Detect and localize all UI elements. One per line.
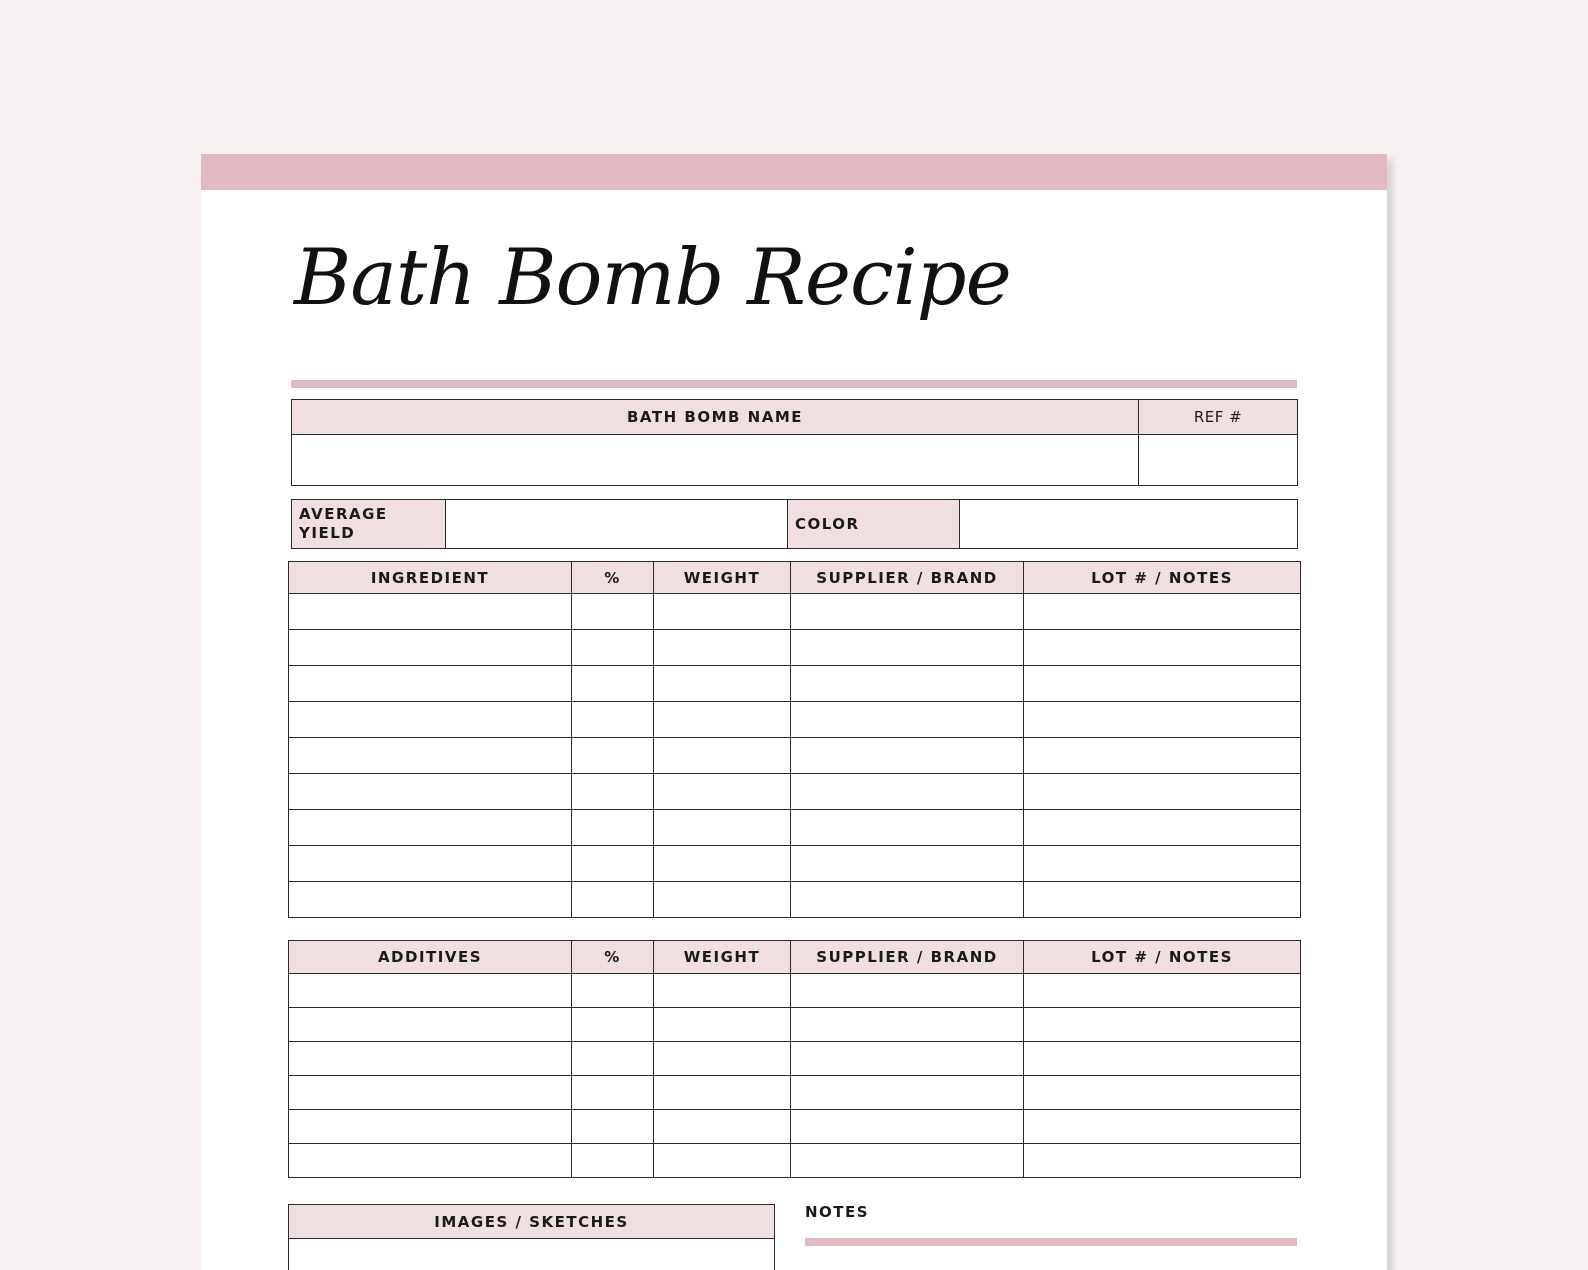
lot-notes-cell[interactable] — [1024, 666, 1301, 702]
supplier-brand-column-header: SUPPLIER / BRAND — [791, 562, 1024, 594]
supplier-brand-cell[interactable] — [791, 810, 1024, 846]
lot-notes-cell[interactable] — [1024, 1008, 1301, 1042]
images-area-row — [289, 1239, 775, 1270]
color-field[interactable] — [960, 500, 1298, 549]
lot-notes-column-header: LOT # / NOTES — [1024, 562, 1301, 594]
percent-cell[interactable] — [572, 974, 654, 1008]
weight-cell[interactable] — [654, 702, 791, 738]
ingredient-cell[interactable] — [289, 774, 572, 810]
additives-table — [288, 940, 1301, 1178]
notes-line[interactable] — [805, 1238, 1297, 1246]
additive-cell[interactable] — [289, 974, 572, 1008]
weight-cell[interactable] — [654, 810, 791, 846]
weight-cell[interactable] — [654, 1144, 791, 1178]
supplier-brand-cell[interactable] — [791, 974, 1024, 1008]
page-title: Bath Bomb Recipe — [294, 233, 1011, 323]
title-divider — [291, 380, 1297, 388]
name-ref-table — [291, 399, 1298, 486]
additive-cell[interactable] — [289, 1042, 572, 1076]
table-row — [289, 974, 1301, 1008]
bath-bomb-name-header: BATH BOMB NAME — [292, 400, 1139, 435]
additive-cell[interactable] — [289, 1076, 572, 1110]
percent-cell[interactable] — [572, 846, 654, 882]
supplier-brand-cell[interactable] — [791, 1042, 1024, 1076]
table-row — [289, 846, 1301, 882]
lot-notes-cell[interactable] — [1024, 974, 1301, 1008]
table-row — [289, 1008, 1301, 1042]
weight-cell[interactable] — [654, 1008, 791, 1042]
table-row — [289, 1110, 1301, 1144]
weight-cell[interactable] — [654, 882, 791, 918]
images-header-row — [289, 1205, 775, 1239]
lot-notes-cell[interactable] — [1024, 738, 1301, 774]
color-label: COLOR — [788, 500, 960, 549]
additive-cell[interactable] — [289, 1008, 572, 1042]
lot-notes-cell[interactable] — [1024, 630, 1301, 666]
yield-color-row — [292, 500, 1298, 549]
supplier-brand-cell[interactable] — [791, 630, 1024, 666]
weight-cell[interactable] — [654, 1076, 791, 1110]
weight-cell[interactable] — [654, 1042, 791, 1076]
weight-column-header: WEIGHT — [654, 562, 791, 594]
percent-column-header: % — [572, 562, 654, 594]
table-row — [289, 774, 1301, 810]
ingredient-cell[interactable] — [289, 882, 572, 918]
table-row — [289, 1076, 1301, 1110]
notes-label: NOTES — [805, 1203, 870, 1221]
weight-cell[interactable] — [654, 738, 791, 774]
top-accent-band — [201, 154, 1387, 190]
lot-notes-cell[interactable] — [1024, 1076, 1301, 1110]
ingredient-cell[interactable] — [289, 666, 572, 702]
supplier-brand-cell[interactable] — [791, 594, 1024, 630]
ref-number-field[interactable] — [1139, 435, 1298, 486]
weight-cell[interactable] — [654, 846, 791, 882]
supplier-brand-cell[interactable] — [791, 846, 1024, 882]
additives-column-header: ADDITIVES — [289, 941, 572, 974]
ingredient-cell[interactable] — [289, 738, 572, 774]
table-row — [289, 630, 1301, 666]
weight-cell[interactable] — [654, 774, 791, 810]
supplier-brand-cell[interactable] — [791, 1144, 1024, 1178]
weight-cell[interactable] — [654, 1110, 791, 1144]
supplier-brand-cell[interactable] — [791, 666, 1024, 702]
lot-notes-cell[interactable] — [1024, 1144, 1301, 1178]
percent-cell[interactable] — [572, 630, 654, 666]
average-yield-label-line1: AVERAGE — [299, 505, 388, 524]
percent-cell[interactable] — [572, 702, 654, 738]
name-header-row — [292, 400, 1298, 435]
supplier-brand-cell[interactable] — [791, 1076, 1024, 1110]
ref-number-header: REF # — [1139, 400, 1298, 435]
table-row — [289, 666, 1301, 702]
table-row — [289, 702, 1301, 738]
supplier-brand-cell[interactable] — [791, 882, 1024, 918]
lot-notes-cell[interactable] — [1024, 810, 1301, 846]
percent-cell[interactable] — [572, 1110, 654, 1144]
ingredient-cell[interactable] — [289, 810, 572, 846]
percent-cell[interactable] — [572, 1008, 654, 1042]
bath-bomb-name-field[interactable] — [292, 435, 1139, 486]
weight-cell[interactable] — [654, 666, 791, 702]
table-row — [289, 810, 1301, 846]
additive-cell[interactable] — [289, 1110, 572, 1144]
supplier-brand-column-header: SUPPLIER / BRAND — [791, 941, 1024, 974]
lot-notes-cell[interactable] — [1024, 774, 1301, 810]
ingredients-table — [288, 561, 1301, 918]
percent-cell[interactable] — [572, 1042, 654, 1076]
average-yield-label — [292, 500, 446, 549]
percent-cell[interactable] — [572, 882, 654, 918]
average-yield-field[interactable] — [446, 500, 788, 549]
percent-cell[interactable] — [572, 810, 654, 846]
images-sketches-box — [288, 1204, 775, 1270]
supplier-brand-cell[interactable] — [791, 1008, 1024, 1042]
ingredients-rows — [289, 594, 1301, 918]
supplier-brand-cell[interactable] — [791, 1110, 1024, 1144]
percent-cell[interactable] — [572, 594, 654, 630]
weight-cell[interactable] — [654, 594, 791, 630]
ingredient-cell[interactable] — [289, 594, 572, 630]
recipe-sheet — [201, 154, 1387, 1270]
ingredients-header-row — [289, 562, 1301, 594]
lot-notes-cell[interactable] — [1024, 702, 1301, 738]
yield-color-table — [291, 499, 1298, 549]
percent-column-header: % — [572, 941, 654, 974]
supplier-brand-cell[interactable] — [791, 774, 1024, 810]
images-sketches-header: IMAGES / SKETCHES — [289, 1205, 775, 1239]
table-row — [289, 1042, 1301, 1076]
name-entry-row — [292, 435, 1298, 486]
lot-notes-cell[interactable] — [1024, 1110, 1301, 1144]
additives-rows — [289, 974, 1301, 1178]
percent-cell[interactable] — [572, 1144, 654, 1178]
percent-cell[interactable] — [572, 666, 654, 702]
weight-cell[interactable] — [654, 974, 791, 1008]
images-sketches-area[interactable] — [289, 1239, 775, 1270]
average-yield-label-line2: YIELD — [299, 524, 356, 542]
table-row — [289, 738, 1301, 774]
lot-notes-cell[interactable] — [1024, 846, 1301, 882]
supplier-brand-cell[interactable] — [791, 738, 1024, 774]
lot-notes-cell[interactable] — [1024, 594, 1301, 630]
ingredient-cell[interactable] — [289, 702, 572, 738]
lot-notes-column-header: LOT # / NOTES — [1024, 941, 1301, 974]
supplier-brand-cell[interactable] — [791, 702, 1024, 738]
ingredient-cell[interactable] — [289, 846, 572, 882]
table-row — [289, 882, 1301, 918]
additive-cell[interactable] — [289, 1144, 572, 1178]
weight-column-header: WEIGHT — [654, 941, 791, 974]
table-row — [289, 1144, 1301, 1178]
percent-cell[interactable] — [572, 774, 654, 810]
lot-notes-cell[interactable] — [1024, 882, 1301, 918]
percent-cell[interactable] — [572, 1076, 654, 1110]
table-row — [289, 594, 1301, 630]
additives-header-row — [289, 941, 1301, 974]
percent-cell[interactable] — [572, 738, 654, 774]
lot-notes-cell[interactable] — [1024, 1042, 1301, 1076]
weight-cell[interactable] — [654, 630, 791, 666]
ingredient-column-header: INGREDIENT — [289, 562, 572, 594]
ingredient-cell[interactable] — [289, 630, 572, 666]
